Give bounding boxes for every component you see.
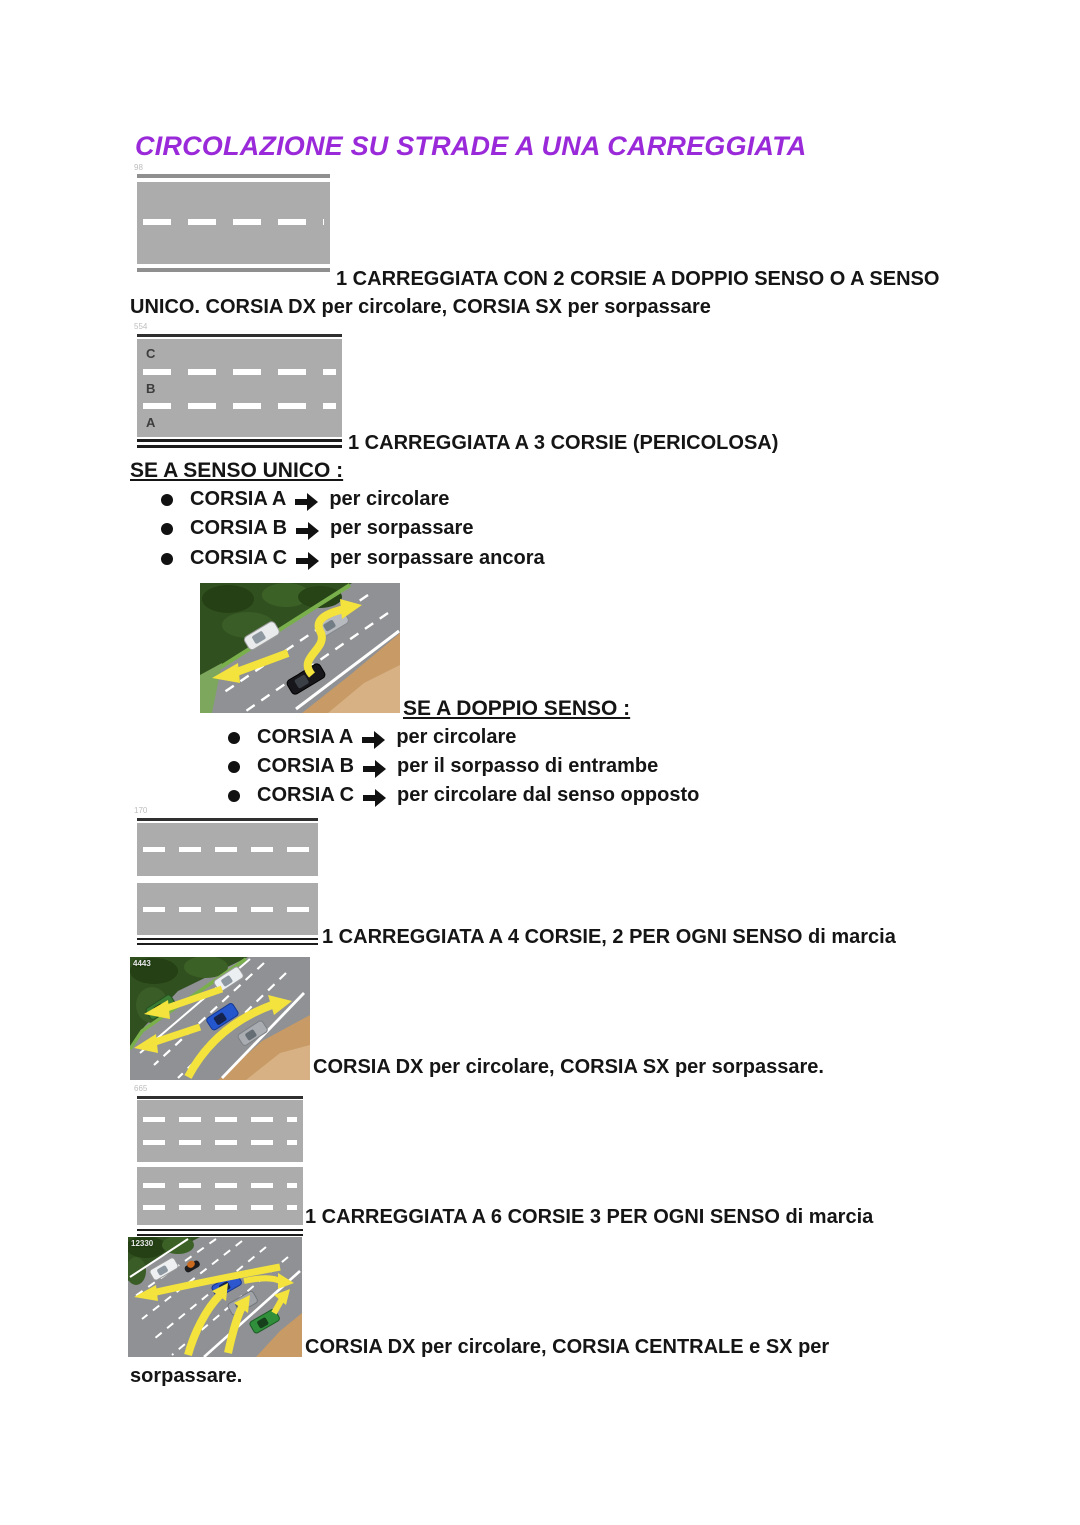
road-top-line [137, 334, 342, 337]
lane-label: CORSIA C [190, 547, 288, 569]
road-surface-lower [137, 1167, 303, 1225]
photo-four-lane-svg [130, 957, 310, 1080]
diagram-tag: 170 [134, 806, 148, 815]
photo-tag: 12330 [131, 1239, 154, 1248]
list-item [161, 517, 473, 540]
heading-senso-unico: SE A SENSO UNICO : [130, 459, 344, 482]
right-arrow-icon [295, 522, 321, 539]
bullet-icon [228, 790, 240, 802]
road-bottom-line [137, 268, 330, 272]
road-top-line [137, 818, 318, 821]
lane-desc: per sorpassare [330, 517, 474, 539]
photo-four-lane-road [130, 957, 310, 1080]
lane-desc: per il sorpasso di entrambe [397, 755, 659, 777]
road-surface [137, 339, 342, 437]
heading-doppio-senso: SE A DOPPIO SENSO : [403, 697, 631, 720]
photo-tag: 4443 [133, 959, 151, 968]
diagram-four-lane-road [134, 805, 318, 945]
lane-divider-dashed [143, 1140, 297, 1145]
caption-four-lane-photo: CORSIA DX per circolare, CORSIA SX per sorpassare. [313, 1056, 824, 1078]
caption-two-lane-line1: 1 CARREGGIATA CON 2 CORSIE A DOPPIO SENSO O A SENSO [336, 268, 940, 290]
lane-divider-dashed [143, 219, 324, 225]
caption-six-lane: 1 CARREGGIATA A 6 CORSIE 3 PER OGNI SENSO di marcia [305, 1206, 874, 1228]
lane-desc: per sorpassare ancora [330, 547, 545, 569]
caption-six-lane-photo-line1: CORSIA DX per circolare, CORSIA CENTRALE e SX per [305, 1336, 830, 1358]
lane-label: CORSIA A [190, 488, 287, 510]
diagram-six-lane-road [134, 1083, 303, 1241]
list-item [228, 726, 516, 749]
diagram-three-lane-road [134, 322, 342, 448]
lane-letter-c: C [146, 346, 156, 361]
list-item [161, 547, 545, 570]
right-arrow-icon [362, 789, 388, 806]
diagram-two-lane-road [134, 160, 330, 274]
photo-six-lane-svg [128, 1237, 302, 1357]
lane-label: CORSIA A [257, 726, 354, 748]
lane-divider-dashed [143, 847, 312, 852]
lane-desc: per circolare [396, 726, 517, 748]
lane-letter-a: A [146, 415, 156, 430]
bullet-icon [228, 732, 240, 744]
road-surface-upper [137, 1100, 303, 1162]
list-item [228, 784, 699, 807]
road-bottom-line-2 [137, 1234, 303, 1236]
lane-divider-dashed [143, 1117, 297, 1122]
lane-desc: per circolare dal senso opposto [397, 784, 700, 806]
road-bottom-line-2 [137, 445, 342, 448]
list-item [228, 755, 658, 778]
road-bottom-line-1 [137, 439, 342, 442]
road-bottom-line-1 [137, 1229, 303, 1231]
road-bottom-line-2 [137, 943, 318, 945]
lane-label: CORSIA C [257, 784, 355, 806]
yellow-arrow-curve [244, 1278, 280, 1281]
photo-three-lane-road [200, 583, 400, 713]
caption-six-lane-photo-line2: sorpassare. [130, 1365, 243, 1387]
photo-six-lane-road [128, 1237, 302, 1357]
road-top-line [137, 174, 330, 178]
tree-blob [202, 585, 254, 613]
bullet-icon [161, 523, 173, 535]
road-surface-upper [137, 823, 318, 876]
lane-desc: per circolare [329, 488, 450, 510]
lane-divider-dashed [143, 1205, 297, 1210]
lane-divider-dashed [143, 907, 312, 912]
diagram-tag: 665 [134, 1084, 148, 1093]
lane-divider-dashed [143, 403, 336, 409]
diagram-tag: 554 [134, 322, 148, 331]
lane-label: CORSIA B [190, 517, 288, 539]
road-bottom-line-1 [137, 938, 318, 940]
caption-four-lane: 1 CARREGGIATA A 4 CORSIE, 2 PER OGNI SENSO di marcia [322, 926, 896, 948]
list-item [161, 488, 449, 511]
right-arrow-icon [362, 760, 388, 777]
right-arrow-icon [361, 731, 387, 748]
lane-letter-b: B [146, 381, 156, 396]
bullet-icon [161, 553, 173, 565]
right-arrow-icon [295, 552, 321, 569]
photo-three-lane-svg [200, 583, 400, 713]
right-arrow-icon [294, 493, 320, 510]
lane-divider-dashed [143, 1183, 297, 1188]
lane-divider-dashed [143, 369, 336, 375]
caption-two-lane-line2: UNICO. CORSIA DX per circolare, CORSIA SX per sorpassare [130, 296, 711, 318]
road-surface-lower [137, 883, 318, 935]
caption-three-lane: 1 CARREGGIATA A 3 CORSIE (PERICOLOSA) [348, 432, 779, 454]
page-title: CIRCOLAZIONE SU STRADE A UNA CARREGGIATA [135, 131, 807, 161]
bullet-icon [161, 494, 173, 506]
road-top-line [137, 1096, 303, 1099]
lane-label: CORSIA B [257, 755, 355, 777]
diagram-tag: 98 [134, 163, 143, 172]
road-surface [137, 182, 330, 264]
bullet-icon [228, 761, 240, 773]
